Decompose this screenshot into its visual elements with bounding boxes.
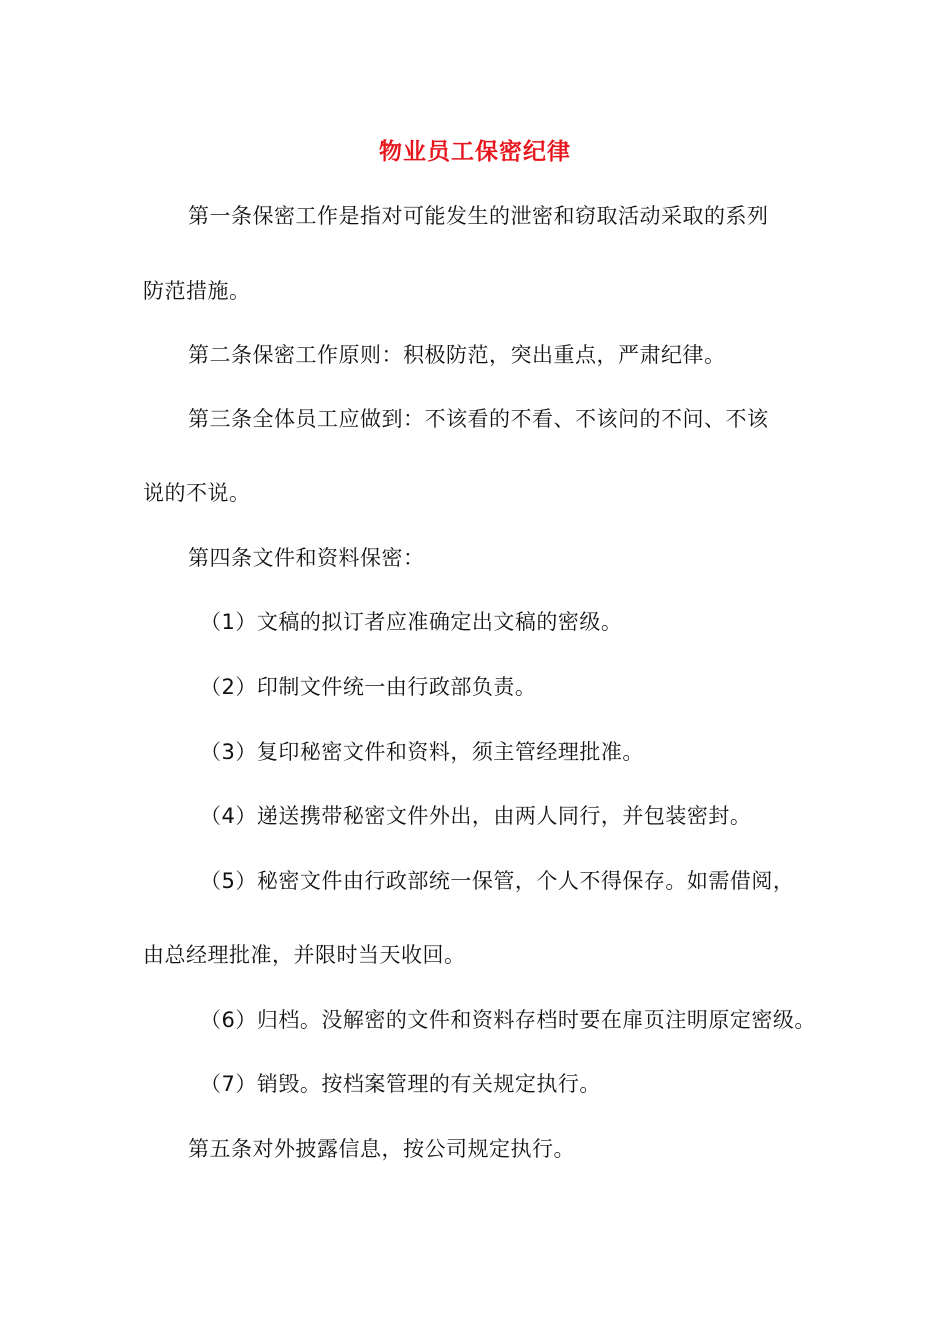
article-1-line-1: 第一条保密工作是指对可能发生的泄密和窃取活动采取的系列 — [188, 204, 769, 228]
article-4-item-5-line-1: （5）秘密文件由行政部统一保管，个人不得保存。如需借阅， — [200, 869, 795, 893]
document-title: 物业员工保密纪律 — [379, 139, 571, 165]
article-1-line-2: 防范措施。 — [143, 279, 251, 303]
article-4-item-3: （3）复印秘密文件和资料，须主管经理批准。 — [200, 740, 644, 764]
article-4-item-6: （6）归档。没解密的文件和资料存档时要在扉页注明原定密级。 — [200, 1008, 816, 1032]
article-5: 第五条对外披露信息，按公司规定执行。 — [188, 1137, 575, 1161]
article-3-line-1: 第三条全体员工应做到：不该看的不看、不该问的不问、不该 — [188, 407, 769, 431]
article-3-line-2: 说的不说。 — [143, 481, 251, 505]
article-4-heading: 第四条文件和资料保密： — [188, 546, 425, 570]
article-4-item-4: （4）递送携带秘密文件外出，由两人同行，并包装密封。 — [200, 804, 752, 828]
article-4-item-7: （7）销毁。按档案管理的有关规定执行。 — [200, 1072, 601, 1096]
article-2: 第二条保密工作原则：积极防范，突出重点，严肃纪律。 — [188, 343, 726, 367]
article-4-item-1: （1）文稿的拟订者应准确定出文稿的密级。 — [200, 610, 623, 634]
article-4-item-5-line-2: 由总经理批准，并限时当天收回。 — [143, 943, 466, 967]
article-4-item-2: （2）印制文件统一由行政部负责。 — [200, 675, 537, 699]
